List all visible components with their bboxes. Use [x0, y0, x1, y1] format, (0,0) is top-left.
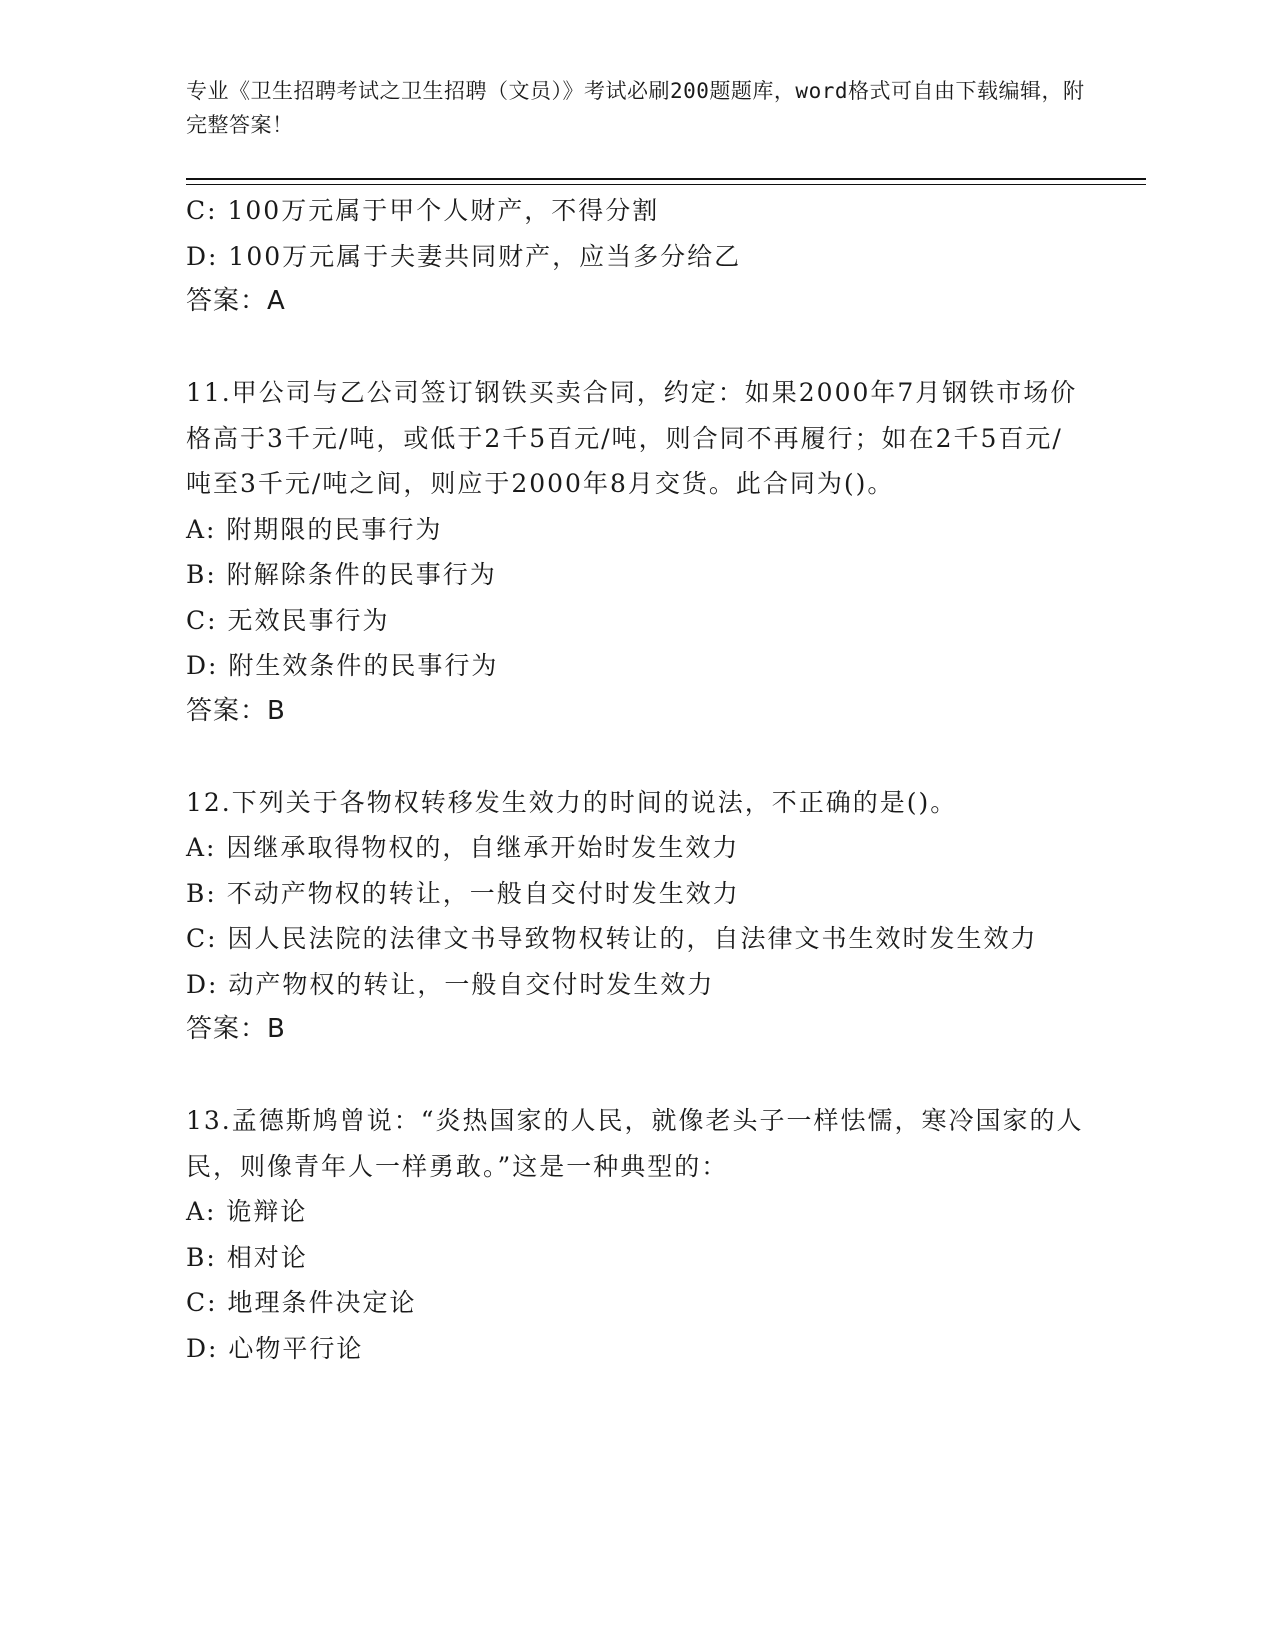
option-a: A: 诡辩论 — [186, 1197, 308, 1226]
option-d: D: 动产物权的转让，一般自交付时发生效力 — [186, 969, 715, 999]
question-content — [186, 188, 1086, 1371]
option-d: D: 附生效条件的民事行为 — [186, 651, 499, 680]
answer-label: 答案：A — [186, 286, 286, 316]
header-rule-thick — [186, 178, 1146, 180]
option-c: C: 地理条件决定论 — [186, 1288, 417, 1317]
answer-label: 答案：B — [186, 695, 286, 726]
option-c: C: 无效民事行为 — [186, 605, 390, 635]
option-b: B: 附解除条件的民事行为 — [186, 560, 497, 589]
option-d: D: 100万元属于夫妻共同财产，应当多分给乙 — [186, 241, 742, 271]
option-a: A: 因继承取得物权的，自继承开始时发生效力 — [186, 833, 740, 862]
question-stem: 11.甲公司与乙公司签订钢铁买卖合同，约定：如果2000年7月钢铁市场价格高于3千元/吨，或低于2千5百元/吨，则合同不再履行；如在2千5百元/吨至3千元/吨之间，则应于2000年8月交货。此合同为()。 — [186, 378, 1078, 498]
page-header: 专业《卫生招聘考试之卫生招聘（文员）》考试必刷200题题库，word格式可自由下载编辑，附完整答案！ — [186, 79, 1085, 137]
question-stem: 13.孟德斯鸠曾说：“炎热国家的人民，就像老头子一样怯懦，寒冷国家的人民，则像青年人一样勇敢。”这是一种典型的： — [186, 1106, 1084, 1181]
header-rule-thin — [186, 184, 1146, 185]
option-c: C: 100万元属于甲个人财产，不得分割 — [186, 196, 660, 225]
option-b: B: 不动产物权的转让，一般自交付时发生效力 — [186, 878, 740, 908]
option-d: D: 心物平行论 — [186, 1333, 364, 1363]
option-b: B: 相对论 — [186, 1242, 308, 1272]
question-stem: 12.下列关于各物权转移发生效力的时间的说法，不正确的是()。 — [186, 787, 958, 817]
option-a: A: 附期限的民事行为 — [186, 514, 443, 544]
answer-label: 答案：B — [186, 1014, 286, 1044]
option-c: C: 因人民法院的法律文书导致物权转让的，自法律文书生效时发生效力 — [186, 924, 1038, 953]
